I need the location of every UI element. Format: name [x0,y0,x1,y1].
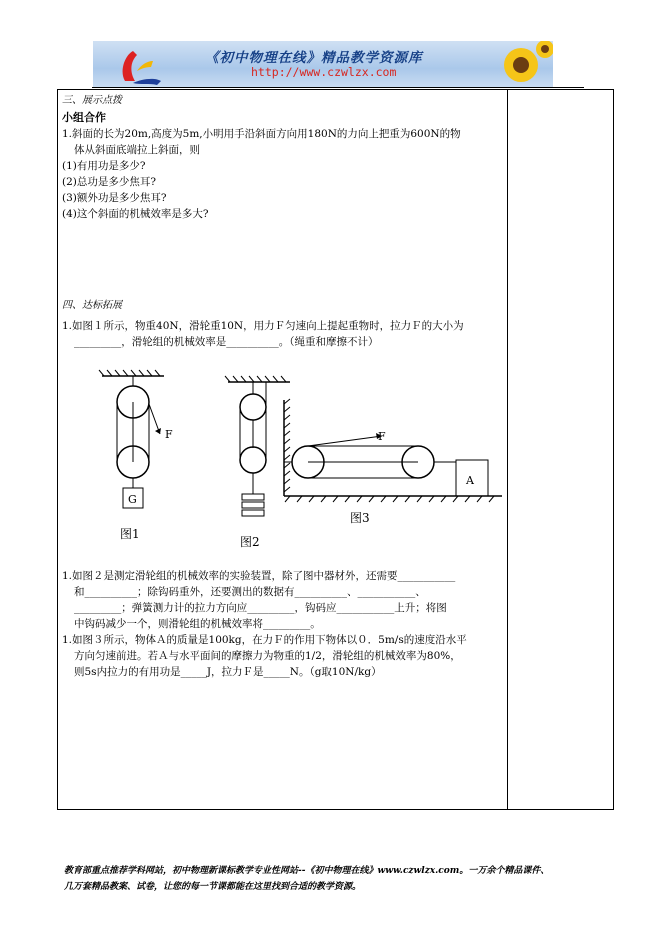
s4-q1-line1: 1.如图１所示，物重40N，滑轮重10N，用力Ｆ匀速向上提起重物时，拉力Ｆ的大小为 [62,320,464,332]
s4-q2-line3: _________；弹簧测力计的拉力方向应_________，钩码应___________上升；将图 [74,602,447,614]
problem-text-cont: 体从斜面底端拉上斜面，则 [74,144,200,156]
question-3: (3)额外功是多少焦耳? [62,192,167,204]
figure-1 [99,370,173,541]
fig1-caption: 图1 [120,527,140,541]
banner-title: 《初中物理在线》精品教学资源库 [205,50,423,66]
s4-q3-line1: 1.如图３所示，物体Ａ的质量是100kg，在力Ｆ的作用下物体以０．5m/s的速度沿水平 [62,634,467,646]
table-column-divider [507,89,508,810]
site-logo [111,41,171,87]
fig1-weight-label: G [128,493,137,506]
fig2-caption: 图2 [240,535,260,549]
header-banner [93,41,553,87]
s4-q3-line3: 则5s内拉力的有用功是_____J，拉力Ｆ是_____N。（g取10N/kg） [74,666,382,678]
fig3-force-label: F [378,430,386,443]
banner-url[interactable]: http://www.czwlzx.com [251,65,397,79]
s4-q2-line4: 中钩码减少一个，则滑轮组的机械效率将_________。 [74,618,321,630]
footer-line-1: 教育部重点推荐学科网站，初中物理新课标教学专业性网站--《初中物理在线》www.czwlzx.com。一万余个精品课件、 [64,866,550,876]
fig3-caption: 图3 [350,511,370,525]
footer-line-2: 几万套精品教案、试卷，让您的每一节课都能在这里找到合适的教学资源。 [64,882,362,892]
s4-q1-line2: _________，滑轮组的机械效率是__________。（绳重和摩擦不计） [74,336,379,348]
fig3-block-label: A [466,474,474,487]
s4-q2-line1: 1.如图２是测定滑轮组的机械效率的实验装置，除了图中器材外，还需要___________ [62,570,456,582]
sunflower-image [493,41,553,87]
s4-q2-line2: 和__________；除钩码重外，还要测出的数据有__________、___________、 [74,586,426,598]
question-2: (2)总功是多少焦耳? [62,176,157,188]
page-footer [64,863,604,895]
section3-heading: 三、展示点拨 [62,95,122,106]
header-rule [92,87,584,88]
figure-2 [225,376,290,549]
question-4: (4)这个斜面的机械效率是多大? [62,208,209,220]
fig1-force-label: F [165,428,173,441]
figure-3 [284,399,502,525]
pulley-figures [62,360,502,560]
lower-cell [62,568,502,680]
main-cell [62,93,502,350]
problem-text: 1.斜面的长为20m,高度为5m,小明用手沿斜面方向用180N的力向上把重为600N的物 [62,128,461,140]
question-1: (1)有用功是多少? [62,160,146,172]
section3-subheading: 小组合作 [62,111,106,124]
s4-q3-line2: 方向匀速前进。若Ａ与水平面间的摩擦力为物重的1/2，滑轮组的机械效率为80%， [74,650,461,662]
section4-heading: 四、达标拓展 [62,300,122,311]
